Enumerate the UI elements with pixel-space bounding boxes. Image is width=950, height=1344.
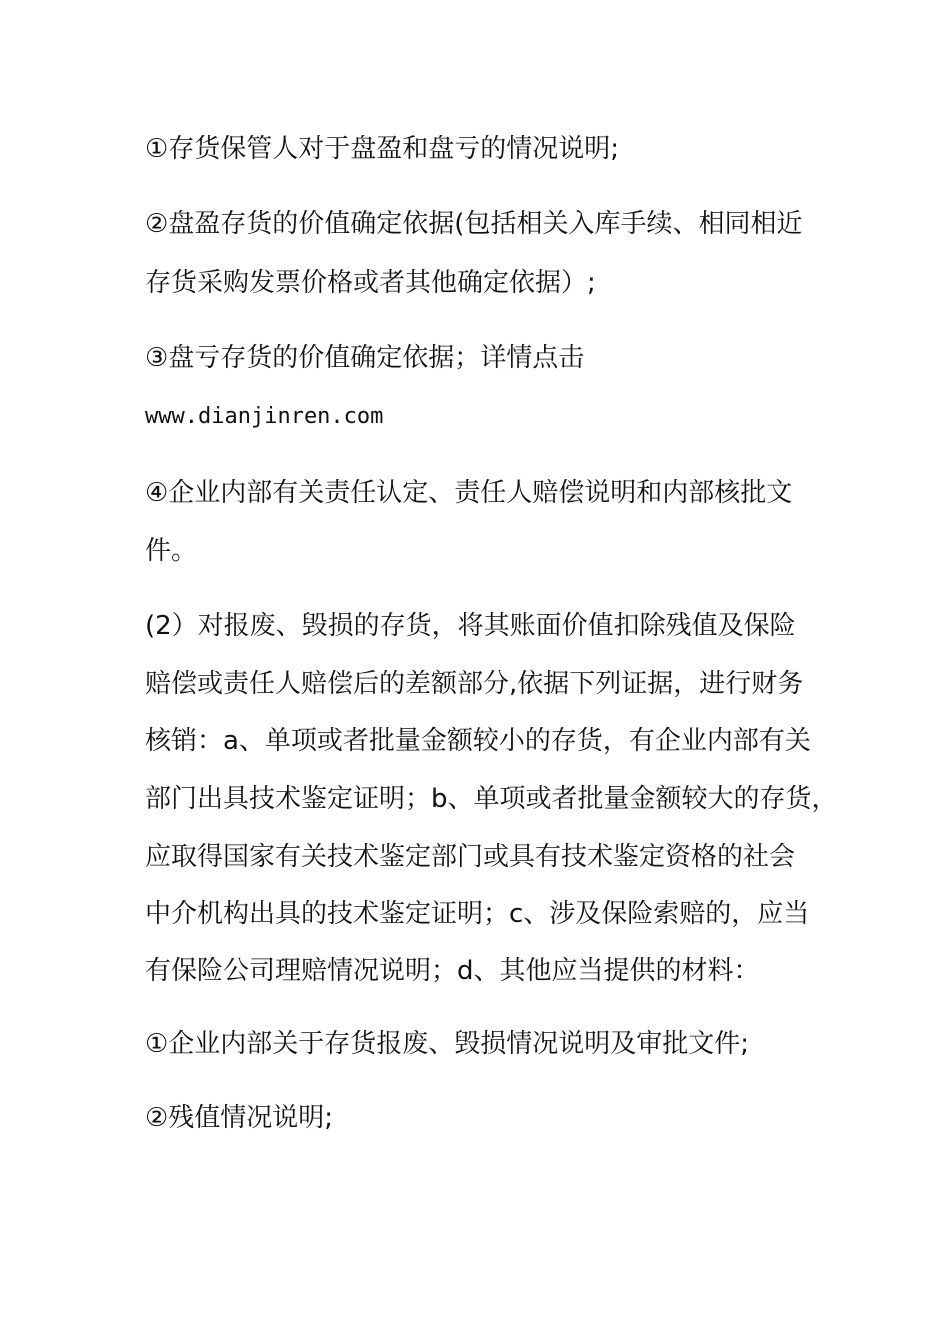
text-line: 部门出具技术鉴定证明；b、单项或者批量金额较大的存货， (145, 784, 838, 814)
text-line: 存货采购发票价格或者其他确定依据）; (145, 268, 596, 298)
text-line: (2）对报废、毁损的存货，将其账面价值扣除残值及保险 (145, 611, 796, 641)
text-line: ②盘盈存货的价值确定依据(包括相关入库手续、相同相近 (145, 209, 803, 239)
text-line: ③盘亏存货的价值确定依据；详情点击 (145, 343, 585, 373)
text-line: 有保险公司理赔情况说明；d、其他应当提供的材料： (145, 956, 760, 986)
text-line: ④企业内部有关责任认定、责任人赔偿说明和内部核批文 (145, 478, 793, 508)
text-line: ①存货保管人对于盘盈和盘亏的情况说明; (145, 134, 620, 164)
url-text: www.dianjinren.com (145, 404, 384, 429)
text-line: 赔偿或责任人赔偿后的差额部分,依据下列证据，进行财务 (145, 669, 804, 699)
text-line: 中介机构出具的技术鉴定证明；c、涉及保险索赔的，应当 (145, 899, 810, 929)
text-line: ②残值情况说明; (145, 1103, 334, 1133)
text-line: 应取得国家有关技术鉴定部门或具有技术鉴定资格的社会 (145, 842, 796, 872)
text-line: 核销：a、单项或者批量金额较小的存货，有企业内部有关 (145, 726, 811, 756)
text-line: 件。 (145, 536, 198, 566)
text-line: ①企业内部关于存货报废、毁损情况说明及审批文件; (145, 1029, 750, 1059)
